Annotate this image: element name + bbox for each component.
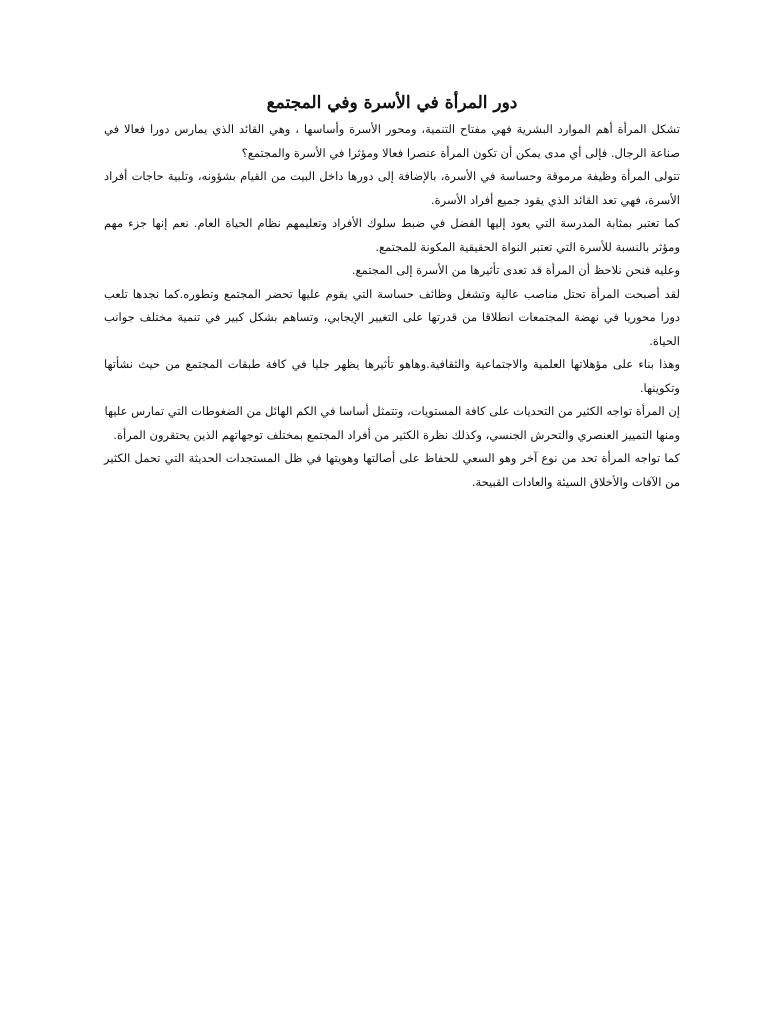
document-title: دور المرأة في الأسرة وفي المجتمع xyxy=(266,93,518,113)
paragraph-8: ومنها التمييز العنصري والتحرش الجنسي، وكذلك نظرة الكثير من أفراد المجتمع بمختلف توجهاتهم الذين يحتقرون المرأة. xyxy=(113,427,680,442)
paragraph-3: كما تعتبر بمثابة المدرسة التي يعود إليها الفضل في ضبط سلوك الأفراد وتعليمهم نظام الحياة العام. نعم إنها جزء مهم ومؤثر بالنسبة للأسرة التي تعتبر النواة الحقيقية المكونة للمجتمع. xyxy=(104,216,680,254)
paragraph-2: تتولى المرأة وظيفة مرموقة وحساسة في الأسرة، بالإضافة إلى دورها داخل البيت من القيام بشؤونه، وتلبية حاجات أفراد الأسرة، فهي تعد القائد الذي يقود جميع أفراد الأسرة. xyxy=(104,169,680,207)
document-body xyxy=(104,88,680,494)
paragraph-6: وهذا بناء على مؤهلاتها العلمية والاجتماعية والثقافية.وهاهو تأثيرها يظهر جليا في كافة طبقات المجتمع من حيث نشأتها وتكوينها. xyxy=(104,357,680,395)
paragraph-4: وعليه فنحن نلاحظ أن المرأة قد تعدى تأثيرها من الأسرة إلى المجتمع. xyxy=(351,263,680,277)
paragraph-7: إن المرأة تواجه الكثير من التحديات على كافة المستويات، وتتمثل أساسا في الكم الهائل من الضغوطات التي تمارس عليها xyxy=(104,404,680,418)
paragraph-9: كما تواجه المرأة تحد من نوع آخر وهو السعي للحفاظ على أصالتها وهويتها في ظل المستجدات الحديثة التي تحمل الكثير من الآفات والأخلاق السيئة والعادات القبيحة. xyxy=(104,451,680,489)
paragraph-5: لقد أصبحت المرأة تحتل مناصب عالية وتشغل وظائف حساسة التي يقوم عليها تحضر المجتمع وتطوره.كما نجدها تلعب دورا محوريا في نهضة المجتمعات انطلاقا من قدرتها على التغيير الإيجابي، وتساهم بشكل كبير في تنمية مختلف جوانب الحياة. xyxy=(104,286,680,348)
paragraph-1: تشكل المرأة أهم الموارد البشرية فهي مفتاح التنمية، ومحور الأسرة وأساسها ، وهي القائد الذي يمارس دورا فعالا في صناعة الرجال. فإلى أي مدى يمكن أن تكون المرأة عنصرا فعالا ومؤثرا في الأسرة والمجتمع؟ xyxy=(104,122,680,160)
